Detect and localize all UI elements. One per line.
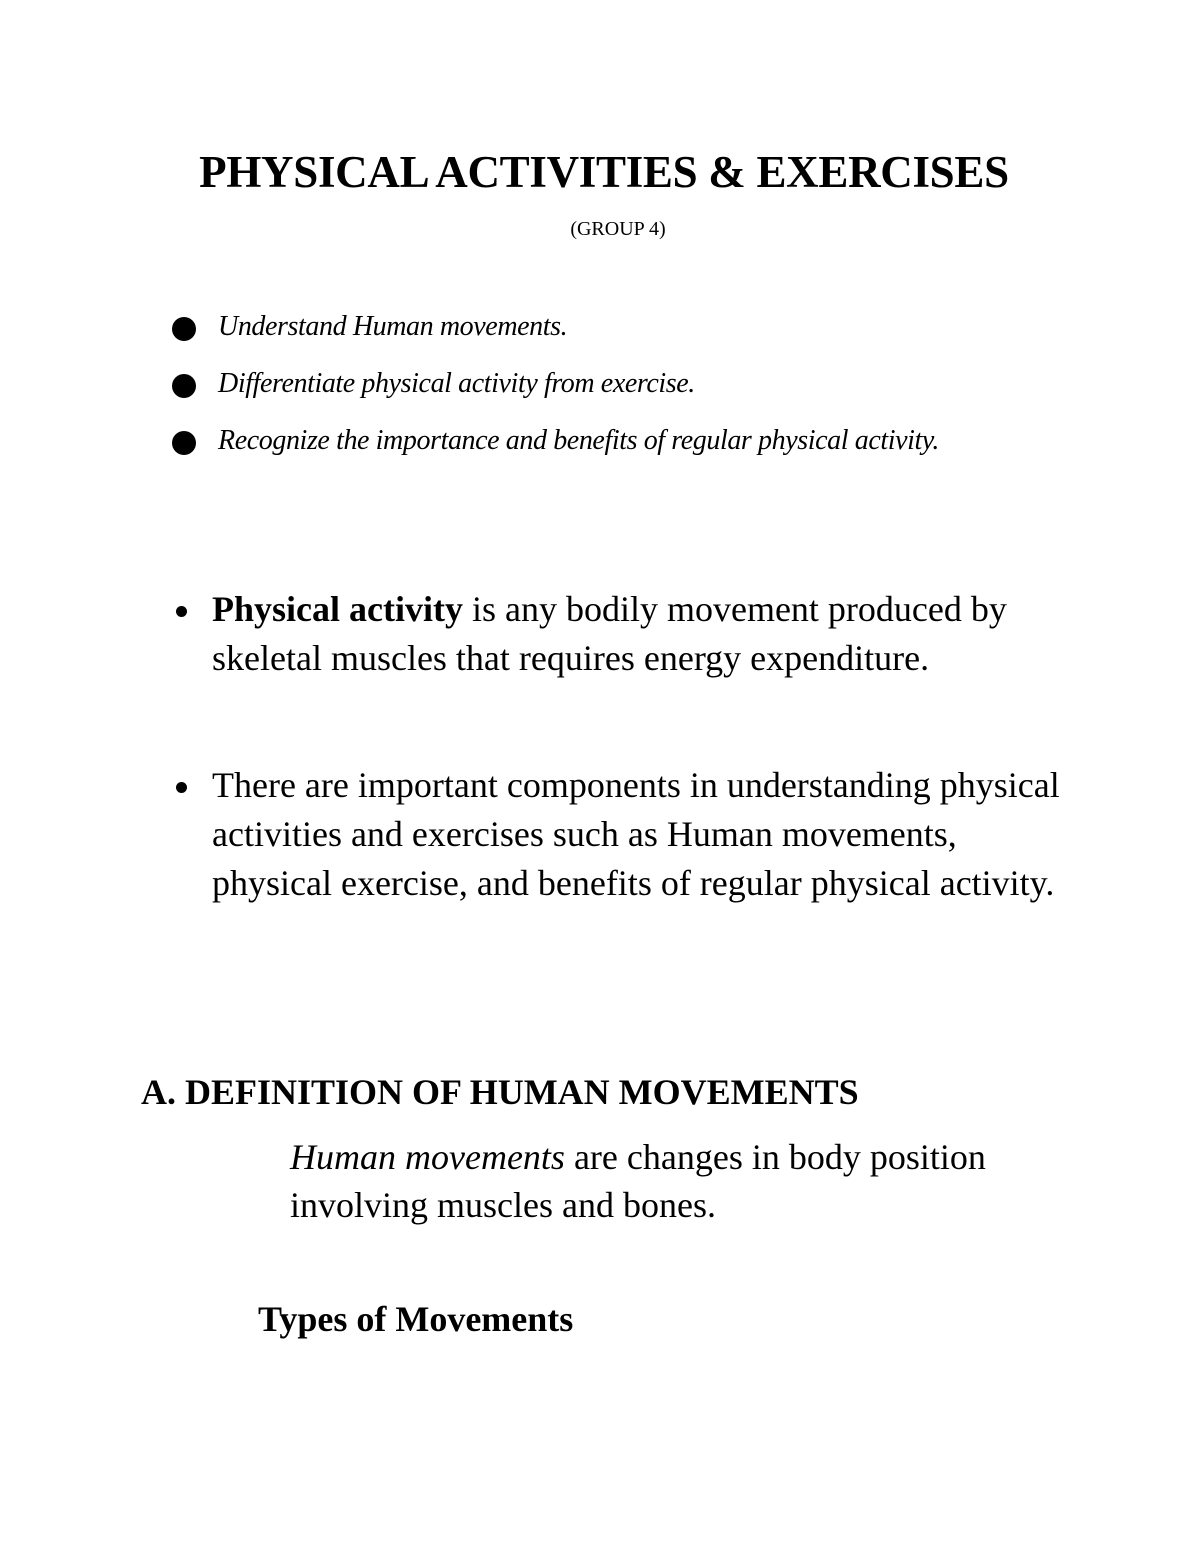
- bullet-icon: [176, 782, 187, 793]
- point-text: There are important components in understanding physical activities and exercises such as Human movements, physical exercise, and benefits of regular physical activity.: [212, 765, 1060, 903]
- document-subtitle: (GROUP 4): [570, 218, 666, 240]
- objectives-list: [172, 305, 1062, 476]
- point-item: [172, 761, 1072, 908]
- subsection-heading: Types of Movements: [258, 1299, 574, 1339]
- objective-item: [172, 362, 1062, 405]
- definition-text: are changes in body position involving muscles and bones.: [290, 1137, 986, 1225]
- section-heading: A. DEFINITION OF HUMAN MOVEMENTS: [141, 1072, 859, 1112]
- bullet-icon: [176, 606, 187, 617]
- point-text: is any bodily movement produced by skeletal muscles that requires energy expenditure.: [212, 589, 1007, 678]
- definition-point-list: [172, 585, 1072, 683]
- bullet-icon: [172, 317, 196, 341]
- document-title: PHYSICAL ACTIVITIES & EXERCISES: [199, 147, 1009, 197]
- objective-item: [172, 419, 1062, 462]
- objective-text: Recognize the importance and benefits of regular physical activity.: [218, 425, 939, 456]
- point-item: [172, 585, 1072, 683]
- objective-text: Differentiate physical activity from exercise.: [218, 368, 695, 399]
- definition-paragraph: [290, 1133, 1080, 1229]
- objective-text: Understand Human movements.: [218, 311, 568, 342]
- bullet-icon: [172, 431, 196, 455]
- components-point-list: [172, 761, 1072, 908]
- point-term: Physical activity: [212, 589, 463, 629]
- objective-item: [172, 305, 1062, 348]
- bullet-icon: [172, 374, 196, 398]
- definition-term: Human movements: [290, 1137, 565, 1177]
